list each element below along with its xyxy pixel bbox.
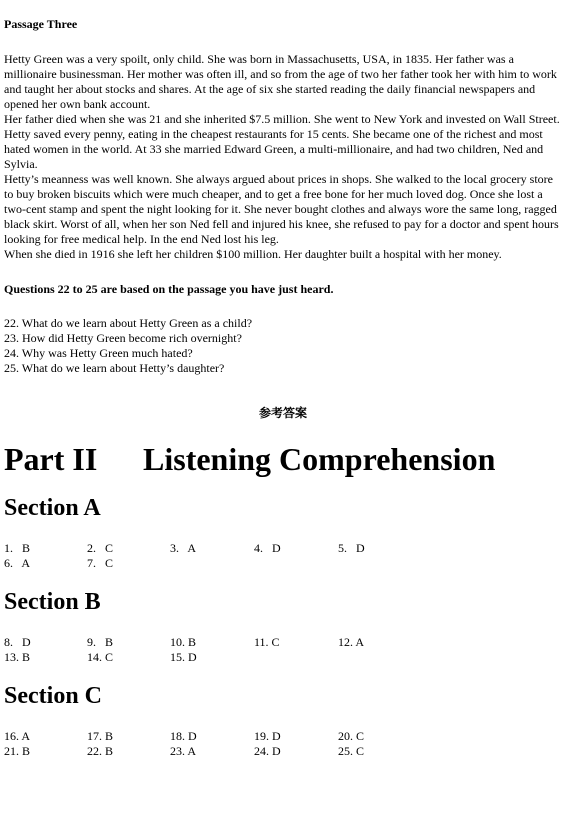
answer-cell: 21. B [4,744,31,758]
answer-cell: 14. C [87,650,114,664]
passage-paragraph: Hetty Green was a very spoilt, only child. She was born in Massachusetts, USA, in 1835. Her father was a millionaire businessman. Her mother was often ill, and so from the age of two her father took her with him to work and taught her about stocks and shares. At the age of six she started reading the daily financial newspapers and opened her own bank account. [4,52,557,111]
question-item: 24. Why was Hetty Green much hated? [4,346,193,360]
passage-paragraph: When she died in 1916 she left her children $100 million. Her daughter built a hospital with her money. [4,247,502,261]
passage-title: Passage Three [4,17,78,31]
part-number: Part II [4,441,98,477]
answer-row [4,744,421,759]
passage-body [4,52,562,262]
answer-cell: 6. A [4,556,31,570]
answer-cell: 23. A [170,744,197,758]
answer-cell: 16. A [4,729,31,743]
answer-row [4,650,421,665]
answer-cell: 13. B [4,650,31,664]
passage-paragraph: Her father died when she was 21 and she inherited $7.5 million. She went to New York and invested on Wall Street. Hetty saved every penny, eating in the cheapest restaurants for 15 cents. She became one of the richest and most hated women in the world. At 33 she married Edward Green, a multi-millionaire, and had two children, Ned and Sylvia. [4,112,560,171]
answer-cell: 20. C [338,729,365,743]
answer-cell: 12. A [338,635,365,649]
section-c-heading: Section C [4,683,102,709]
question-item: 23. How did Hetty Green become rich overnight? [4,331,242,345]
answer-cell: 1. B [4,541,31,555]
questions-heading: Questions 22 to 25 are based on the passage you have just heard. [4,282,334,296]
answer-cell: 18. D [170,729,197,743]
answer-cell: 4. D [254,541,281,555]
answer-row [4,556,421,571]
answer-cell: 19. D [254,729,281,743]
answer-cell: 10. B [170,635,197,649]
answer-cell: 2. C [87,541,114,555]
answer-cell: 8. D [4,635,31,649]
answer-cell: 17. B [87,729,114,743]
question-item: 25. What do we learn about Hetty’s daughter? [4,361,225,375]
answer-cell: 22. B [87,744,114,758]
answer-cell: 7. C [87,556,114,570]
section-b-heading: Section B [4,589,101,615]
section-b-answers [4,635,421,665]
section-c-answers [4,729,421,759]
answer-cell: 3. A [170,541,197,555]
section-a-heading: Section A [4,495,101,521]
answer-row [4,541,421,556]
question-item: 22. What do we learn about Hetty Green as a child? [4,316,253,330]
answer-cell: 5. D [338,541,365,555]
answer-row [4,635,421,650]
answer-row [4,729,421,744]
answer-cell: 11. C [254,635,280,649]
answer-cell: 9. B [87,635,114,649]
passage-paragraph: Hetty’s meanness was well known. She always argued about prices in shops. She walked to the local grocery store to buy broken biscuits which were much cheaper, and to get a free bone for her much loved dog. Once she lost a two-cent stamp and spent the night looking for it. She never bought clothes and always wore the same long, ragged black skirt. Worst of all, when her son Ned fell and injured his knee, she refused to pay for a doctor and spent hours looking for free medical help. In the end Ned lost his leg. [4,172,559,246]
answer-cell: 25. C [338,744,365,758]
section-a-answers [4,541,421,571]
questions-list [4,316,252,376]
answer-cell: 24. D [254,744,281,758]
part-title: Listening Comprehension [143,441,496,477]
part-heading [4,439,495,479]
answer-cell: 15. D [170,650,197,664]
answer-key-title: 参考答案 [258,406,307,420]
